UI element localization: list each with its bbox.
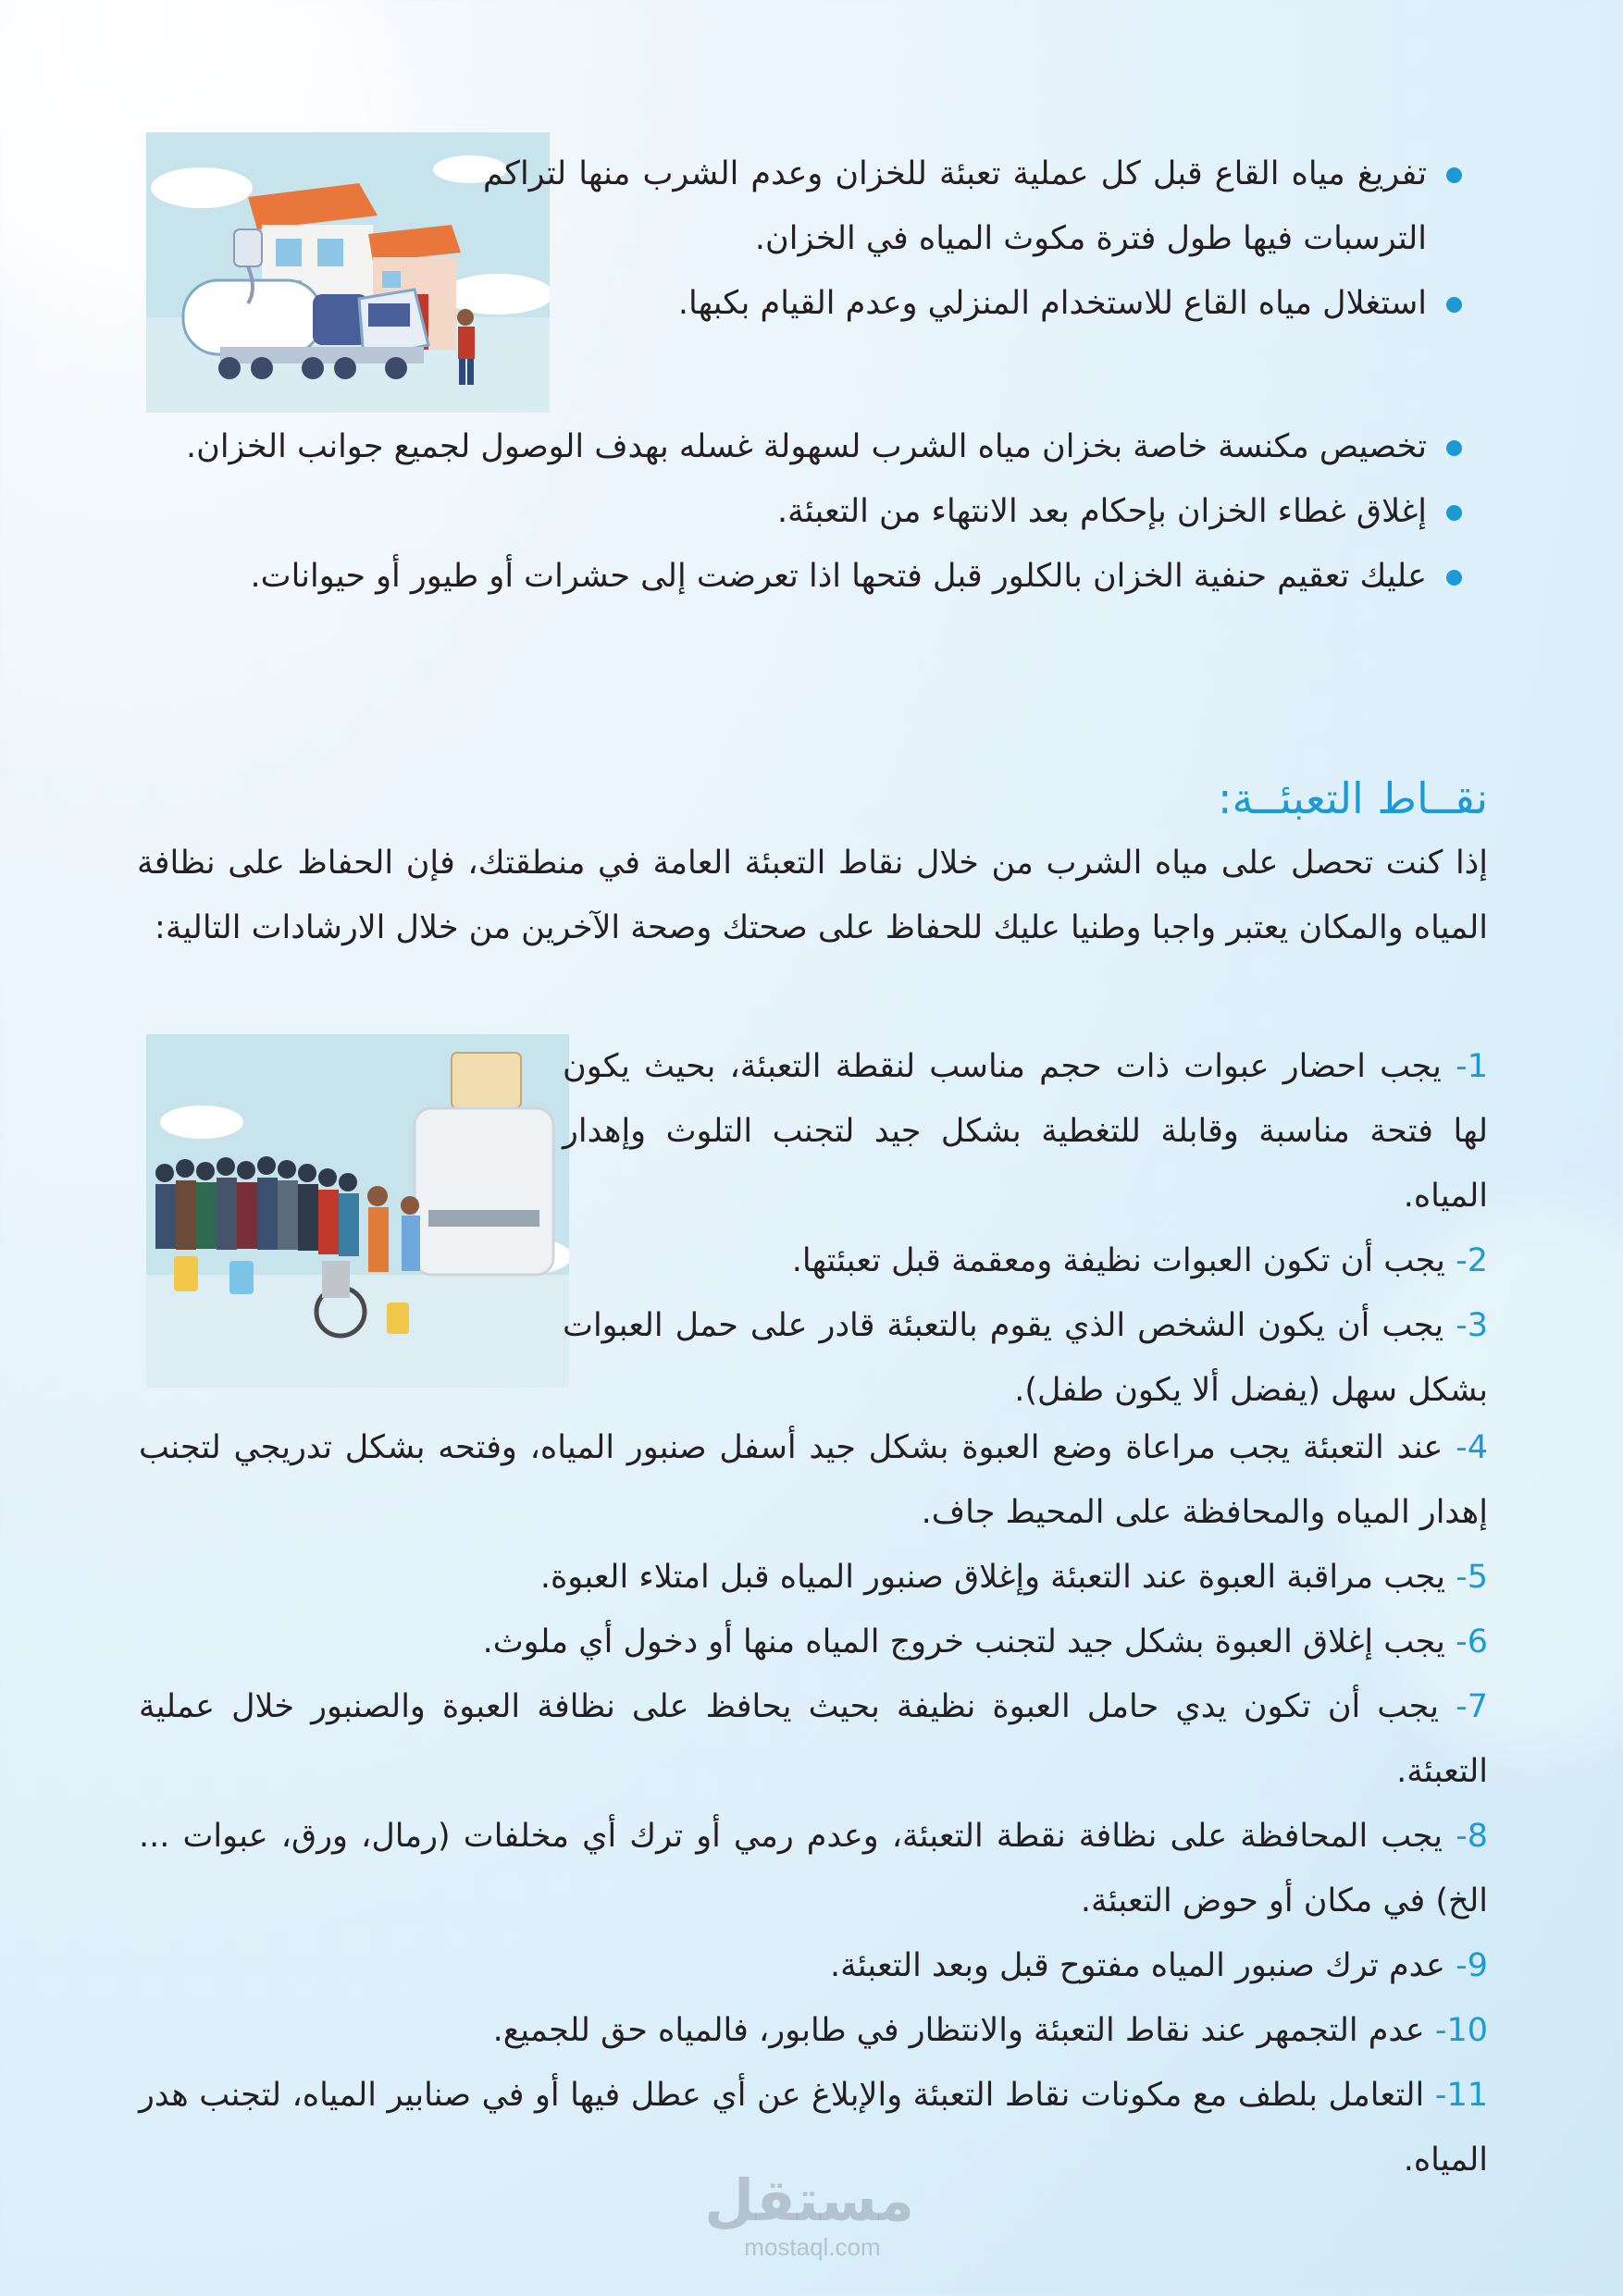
watermark-arabic: مستقل	[704, 2166, 914, 2234]
item-number: 2-	[1456, 1242, 1488, 1279]
filling-items-bottom	[139, 1415, 1488, 2192]
filling-item	[139, 1545, 1488, 1610]
people-queue-icon	[146, 1034, 569, 1388]
item-number: 1-	[1456, 1048, 1488, 1085]
item-text: عدم ترك صنبور المياه مفتوح قبل وبعد التعبئة.	[829, 1947, 1445, 1984]
filling-item	[139, 1610, 1488, 1674]
item-text: يجب مراقبة العبوة عند التعبئة وإغلاق صنبور المياه قبل امتلاء العبوة.	[539, 1559, 1445, 1596]
tank-tip-item: عليك تعقيم حنفية الخزان بالكلور قبل فتحها اذا تعرضت إلى حشرات أو طيور أو حيوانات.	[141, 544, 1464, 609]
item-text: يجب إغلاق العبوة بشكل جيد لتجنب خروج المياه منها أو دخول أي ملوث.	[482, 1623, 1445, 1660]
item-number: 9-	[1456, 1947, 1488, 1984]
item-text: يجب احضار عبوات ذات حجم مناسب لنقطة التعبئة، بحيث يكون لها فتحة مناسبة وقابلة للتغطية بشكل جيد لتجنب التلوث وإهدار المياه.	[563, 1048, 1488, 1215]
item-number: 8-	[1456, 1818, 1488, 1855]
item-text: التعامل بلطف مع مكونات نقاط التعبئة والإبلاغ عن أي عطل فيها أو في صنابير المياه، لتجنب هدر المياه.	[139, 2077, 1488, 2179]
mostaql-watermark	[704, 2166, 914, 2261]
item-text: يجب أن تكون يدي حامل العبوة نظيفة بحيث يحافظ على نظافة العبوة والصنبور خلال عملية التعبئة.	[139, 1688, 1488, 1790]
filling-item	[563, 1034, 1488, 1228]
tank-tip-item: إغلاق غطاء الخزان بإحكام بعد الانتهاء من التعبئة.	[141, 479, 1464, 544]
tank-tips-continued	[141, 414, 1464, 609]
item-text: يجب أن تكون العبوات نظيفة ومعقمة قبل تعبئتها.	[791, 1242, 1445, 1279]
item-number: 11-	[1434, 2077, 1488, 2114]
tank-tip-item: استغلال مياه القاع للاستخدام المنزلي وعدم القيام بكبها.	[483, 271, 1464, 336]
filling-queue-illustration	[146, 1034, 569, 1388]
tank-tip-item: تخصيص مكنسة خاصة بخزان مياه الشرب لسهولة غسله بهدف الوصول لجميع جوانب الخزان.	[141, 414, 1464, 479]
filling-item	[139, 1933, 1488, 1998]
item-number: 4-	[1456, 1429, 1488, 1466]
item-number: 10-	[1434, 2012, 1488, 2049]
filling-item	[139, 1998, 1488, 2063]
item-text: يجب أن يكون الشخص الذي يقوم بالتعبئة قادر على حمل العبوات بشكل سهل (يفضل ألا يكون طفل).	[563, 1307, 1488, 1409]
intro-paragraph: إذا كنت تحصل على مياه الشرب من خلال نقاط التعبئة العامة في منطقتك، فإن الحفاظ على نظافة المياه والمكان يعتبر واجبا وطنيا عليك للحفاظ على صحتك وصحة الآخرين من خلال الارشادات التالية:	[137, 845, 1488, 946]
watermark-latin: mostaql.com	[744, 2233, 881, 2261]
item-text: يجب المحافظة على نظافة نقطة التعبئة، وعدم رمي أو ترك أي مخلفات (رمال، ورق، عبوات ... الخ) في مكان أو حوض التعبئة.	[139, 1818, 1488, 1920]
filling-item	[139, 1674, 1488, 1804]
section-title: نقــاط التعبئــة:	[1218, 773, 1488, 823]
item-number: 5-	[1456, 1559, 1488, 1596]
filling-item	[563, 1228, 1488, 1293]
filling-item	[139, 1804, 1488, 1933]
item-number: 6-	[1456, 1623, 1488, 1660]
filling-item	[139, 1415, 1488, 1545]
item-number: 7-	[1456, 1688, 1488, 1725]
item-number: 3-	[1456, 1307, 1488, 1344]
tank-tip-item: تفريغ مياه القاع قبل كل عملية تعبئة للخزان وعدم الشرب منها لتراكم الترسبات فيها طول فترة مكوث المياه في الخزان.	[483, 142, 1464, 271]
item-text: عدم التجمهر عند نقاط التعبئة والانتظار في طابور، فالمياه حق للجميع.	[492, 2012, 1425, 2049]
tank-tips	[483, 142, 1464, 336]
filling-item	[563, 1293, 1488, 1423]
filling-items-top	[563, 1034, 1488, 1423]
item-text: عند التعبئة يجب مراعاة وضع العبوة بشكل جيد أسفل صنبور المياه، وفتحه بشكل تدريجي لتجنب إهدار المياه والمحافظة على المحيط جاف.	[139, 1429, 1488, 1531]
